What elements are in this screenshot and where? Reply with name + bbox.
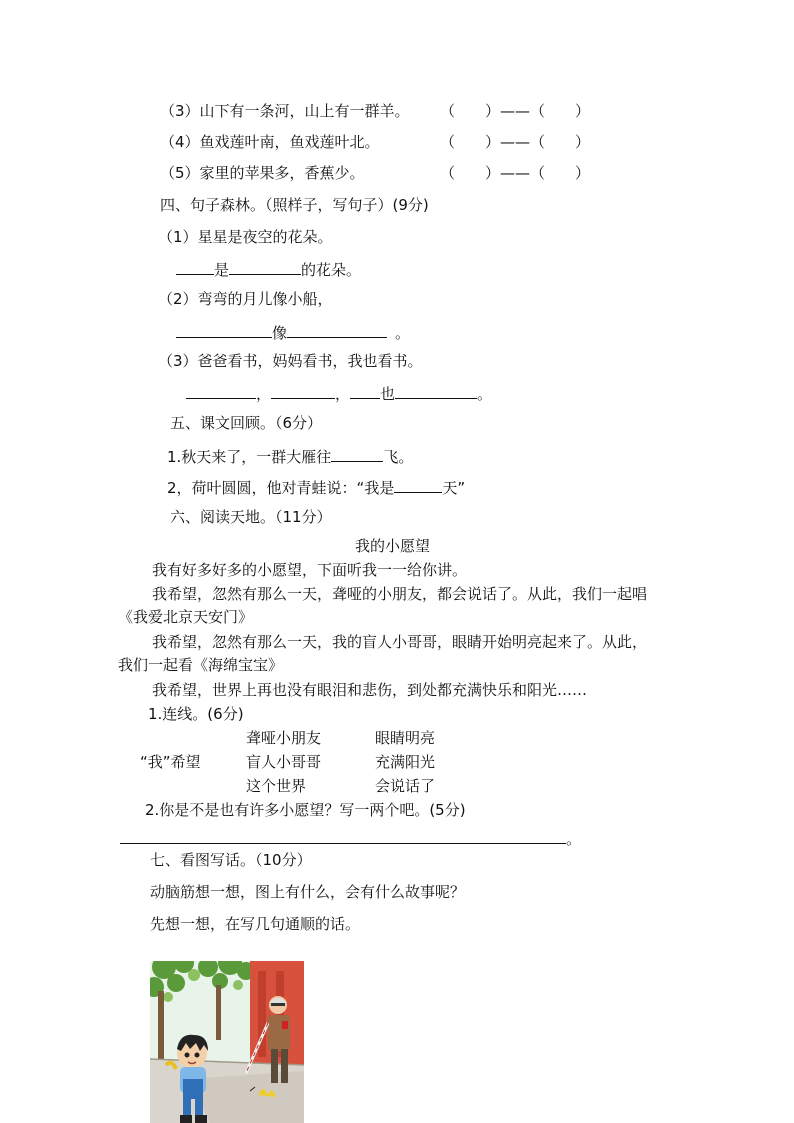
s4-q1-blank-1[interactable] bbox=[176, 258, 214, 275]
s3-item-5-text: （5）家里的苹果多，香蕉少。 bbox=[160, 164, 365, 182]
s4-q2-blank-2[interactable] bbox=[287, 321, 387, 338]
s5-q2 bbox=[167, 476, 465, 498]
s5-q1-post: 飞。 bbox=[383, 448, 414, 466]
passage-p2a: 我希望，忽然有那么一天，聋哑的小朋友，都会说话了。从此，我们一起唱 bbox=[152, 585, 648, 603]
s4-q3-example: （3）爸爸看书，妈妈看书，我也看书。 bbox=[158, 352, 423, 370]
match-left[interactable]: “我”希望 bbox=[140, 753, 201, 771]
s6-q2-blank[interactable] bbox=[120, 827, 566, 844]
s3-item-3-answer[interactable]: （ ）——（ ） bbox=[440, 102, 591, 120]
s4-q3-blank-2[interactable] bbox=[271, 382, 335, 399]
match-middle-3[interactable]: 这个世界 bbox=[246, 777, 307, 795]
s4-q3-comma-1: ， bbox=[256, 385, 272, 403]
passage-title: 我的小愿望 bbox=[355, 537, 431, 555]
passage-p3b: 我们一起看《海绵宝宝》 bbox=[118, 656, 284, 674]
passage-p2b: 《我爱北京天安门》 bbox=[118, 608, 254, 626]
s4-q2-answer-line bbox=[176, 321, 410, 343]
s3-item-3 bbox=[160, 101, 410, 121]
s4-q3-word-2: 。 bbox=[477, 385, 493, 403]
match-middle-2[interactable]: 盲人小哥哥 bbox=[246, 753, 322, 771]
s5-q1-blank[interactable] bbox=[331, 445, 383, 462]
s4-q1-word-1: 是 bbox=[214, 261, 230, 279]
s4-q1-answer-line bbox=[176, 258, 361, 280]
s6-q1-title: 1.连线。(6分) bbox=[148, 705, 244, 723]
section6-title: 六、阅读天地。（11分） bbox=[170, 508, 332, 526]
passage-p3a: 我希望，忽然有那么一天，我的盲人小哥哥，眼睛开始明亮起来了。从此， bbox=[152, 633, 648, 651]
s7-line2: 先想一想，在写几句通顺的话。 bbox=[150, 915, 361, 933]
s6-q2-answer-line bbox=[120, 827, 581, 849]
s5-q1 bbox=[167, 445, 413, 467]
s4-q3-answer-line bbox=[186, 382, 492, 404]
s5-q2-blank[interactable] bbox=[394, 476, 442, 493]
match-right-3[interactable]: 会说话了 bbox=[375, 777, 436, 795]
s3-item-3-text: （3）山下有一条河，山上有一群羊。 bbox=[160, 102, 410, 120]
s4-q3-blank-1[interactable] bbox=[186, 382, 256, 399]
s5-q1-pre: 1.秋天来了，一群大雁往 bbox=[167, 448, 332, 466]
s3-item-4-text: （4）鱼戏莲叶南，鱼戏莲叶北。 bbox=[160, 133, 380, 151]
s4-q3-word-1: 也 bbox=[380, 385, 396, 403]
s4-q2-blank-1[interactable] bbox=[176, 321, 272, 338]
section5-title: 五、课文回顾。（6分） bbox=[170, 414, 323, 432]
section4-title: 四、句子森林。（照样子，写句子）(9分) bbox=[160, 196, 429, 214]
match-right-2[interactable]: 充满阳光 bbox=[375, 753, 436, 771]
s5-q2-pre: 2，荷叶圆圆，他对青蛙说：“我是 bbox=[167, 479, 395, 497]
s5-q2-post: 天” bbox=[442, 479, 466, 497]
s6-q2-end: 。 bbox=[566, 830, 582, 848]
s4-q3-comma-2: ， bbox=[335, 385, 351, 403]
passage-p1: 我有好多好多的小愿望，下面听我一一给你讲。 bbox=[152, 561, 468, 579]
s3-item-5 bbox=[160, 163, 365, 183]
s7-line1: 动脑筋想一想，图上有什么，会有什么故事呢？ bbox=[150, 883, 466, 901]
boy-and-blind-man-image bbox=[150, 961, 304, 1123]
s4-q1-word-2: 的花朵。 bbox=[301, 261, 362, 279]
match-middle-1[interactable]: 聋哑小朋友 bbox=[246, 729, 322, 747]
s4-q2-example: （2）弯弯的月儿像小船， bbox=[158, 290, 333, 308]
s4-q3-blank-4[interactable] bbox=[395, 382, 477, 399]
s4-q2-word-1: 像 bbox=[272, 324, 288, 342]
s3-item-5-answer[interactable]: （ ）——（ ） bbox=[440, 164, 591, 182]
s6-q2-title: 2.你是不是也有许多小愿望？写一两个吧。(5分) bbox=[145, 801, 466, 819]
s4-q1-example: （1）星星是夜空的花朵。 bbox=[158, 228, 333, 246]
picture-illustration bbox=[150, 961, 304, 1123]
s4-q3-blank-3[interactable] bbox=[350, 382, 380, 399]
section7-title: 七、看图写话。（10分） bbox=[150, 851, 312, 869]
s4-q2-word-2: 。 bbox=[395, 324, 411, 342]
s3-item-4 bbox=[160, 132, 380, 152]
match-right-1[interactable]: 眼睛明亮 bbox=[375, 729, 436, 747]
s4-q1-blank-2[interactable] bbox=[229, 258, 301, 275]
passage-p4: 我希望，世界上再也没有眼泪和悲伤，到处都充满快乐和阳光…… bbox=[152, 681, 588, 699]
s3-item-4-answer[interactable]: （ ）——（ ） bbox=[440, 133, 591, 151]
